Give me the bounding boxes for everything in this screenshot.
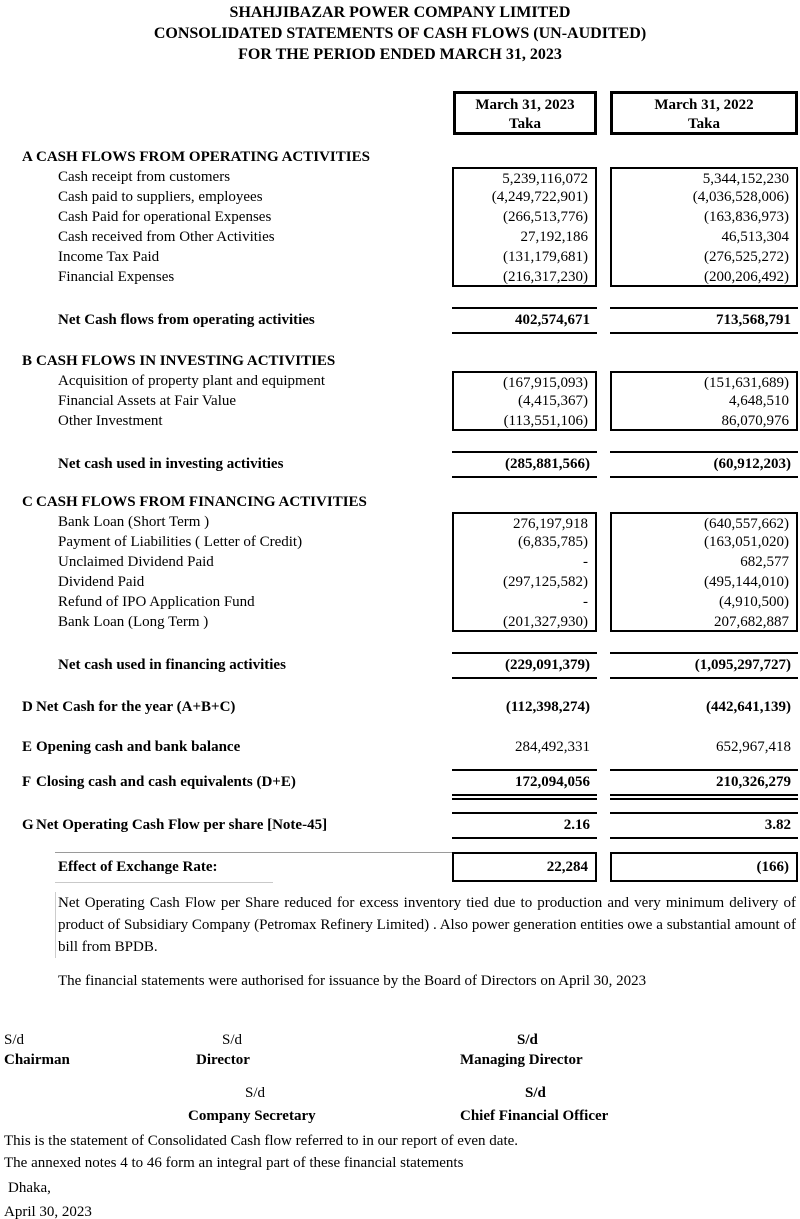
row-label: Financial Expenses	[58, 269, 175, 285]
column-header-2022	[610, 91, 798, 135]
column-gap	[597, 207, 610, 227]
section-letter: C	[22, 494, 33, 510]
section-letter: D	[22, 699, 33, 715]
column-period-2022: March 31, 2022	[654, 97, 754, 113]
exchange-rate-row	[0, 852, 800, 882]
value-2023: -	[452, 552, 597, 572]
section-a-subtotal	[0, 307, 800, 334]
section-b-heading	[0, 351, 800, 371]
value-2023: (131,179,681)	[452, 247, 597, 267]
row-label-group	[0, 769, 452, 800]
table-row	[0, 391, 800, 411]
column-period-2023: March 31, 2023	[475, 97, 575, 113]
row-label: Cash Paid for operational Expenses	[58, 209, 272, 225]
row-label: Financial Assets at Fair Value	[58, 393, 237, 409]
value-2022: (151,631,689)	[610, 371, 798, 391]
value-2022: 46,513,304	[610, 227, 798, 247]
column-gap	[597, 652, 610, 679]
subtotal-2023: (229,091,379)	[452, 652, 597, 679]
row-label: Cash paid to suppliers, employees	[58, 189, 263, 205]
row-label-group	[0, 697, 452, 717]
value-2023: (4,415,367)	[452, 391, 597, 411]
column-gap	[597, 512, 610, 532]
column-gap	[597, 267, 610, 287]
row-label: Acquisition of property plant and equipment	[58, 373, 326, 389]
value-2022: 210,326,279	[610, 769, 798, 800]
value-2023: 27,192,186	[452, 227, 597, 247]
value-2022: (4,910,500)	[610, 592, 798, 612]
value-2023: (4,249,722,901)	[452, 187, 597, 207]
note-paragraph: Net Operating Cash Flow per Share reduced for excess inventory tied due to production and very minimum delivery of product of Subsidiary Company (Petromax Refinery Limited) . Also power generation entities owe a substantial amount of bill from BPDB.	[55, 892, 796, 958]
subtotal-2023: 402,574,671	[452, 307, 597, 334]
sd-managing-director: S/d	[517, 1032, 538, 1048]
value-2023: 2.16	[452, 812, 597, 839]
footer-date: April 30, 2023	[4, 1204, 92, 1219]
row-label: Bank Loan (Long Term )	[58, 614, 209, 630]
closing-balance-row	[0, 769, 800, 800]
table-row	[0, 612, 800, 632]
value-2022: (442,641,139)	[706, 699, 791, 715]
row-label: Net Operating Cash Flow per share [Note-45]	[36, 817, 328, 833]
column-unit-2022: Taka	[688, 116, 720, 132]
exchange-rate-label: Effect of Exchange Rate:	[55, 852, 452, 882]
table-row	[0, 187, 800, 207]
value-2022: 652,967,418	[716, 739, 791, 755]
column-gap	[597, 612, 610, 632]
row-label: Refund of IPO Application Fund	[58, 594, 255, 610]
section-letter: F	[22, 774, 32, 790]
section-b-subtotal	[0, 451, 800, 478]
section-a-rows	[0, 167, 800, 287]
row-label: Other Investment	[58, 413, 163, 429]
managing-director-title: Managing Director	[460, 1052, 583, 1068]
subtotal-label: Net cash used in financing activities	[58, 657, 286, 673]
value-2022: (166)	[610, 852, 798, 882]
signature-block	[0, 1032, 800, 1130]
column-gap	[597, 371, 610, 391]
footer-notes-line: The annexed notes 4 to 46 form an integral part of these financial statements	[4, 1155, 464, 1171]
subtotal-2022: 713,568,791	[610, 307, 798, 334]
column-gap	[597, 451, 610, 478]
subtotal-2022: (60,912,203)	[610, 451, 798, 478]
row-label: Dividend Paid	[58, 574, 145, 590]
column-gap	[597, 852, 610, 882]
cash-flow-per-share-row	[0, 812, 800, 839]
column-gap	[597, 592, 610, 612]
value-2022: (163,836,973)	[610, 207, 798, 227]
table-row	[0, 267, 800, 287]
subtotal-2022: (1,095,297,727)	[610, 652, 798, 679]
value-2022: (4,036,528,006)	[610, 187, 798, 207]
section-c-heading	[0, 492, 800, 512]
row-label: Closing cash and cash equivalents (D+E)	[36, 774, 296, 790]
table-row	[0, 512, 800, 532]
net-cash-row	[0, 697, 800, 717]
sd-cfo: S/d	[525, 1085, 546, 1101]
column-gap	[597, 769, 610, 800]
value-2022: (200,206,492)	[610, 267, 798, 287]
value-2023: 284,492,331	[515, 739, 590, 755]
value-2023: (266,513,776)	[452, 207, 597, 227]
value-2023: (167,915,093)	[452, 371, 597, 391]
value-2022: 5,344,152,230	[610, 167, 798, 187]
column-gap	[597, 812, 610, 839]
section-letter: B	[22, 353, 33, 369]
column-gap	[597, 697, 610, 717]
value-2022: (495,144,010)	[610, 572, 798, 592]
value-2022: 86,070,976	[610, 411, 798, 431]
director-title: Director	[196, 1052, 250, 1068]
value-2023: 276,197,918	[452, 512, 597, 532]
row-label: Net Cash for the year (A+B+C)	[36, 699, 236, 715]
column-gap	[597, 552, 610, 572]
table-row	[0, 572, 800, 592]
table-row	[0, 227, 800, 247]
title-block	[0, 0, 800, 65]
section-letter: E	[22, 739, 33, 755]
row-label-group	[0, 737, 452, 757]
value-2022: (276,525,272)	[610, 247, 798, 267]
column-gap	[597, 411, 610, 431]
table-row	[0, 532, 800, 552]
company-name: SHAHJIBAZAR POWER COMPANY LIMITED	[229, 4, 571, 21]
subtotal-label: Net cash used in investing activities	[58, 456, 284, 472]
value-2022: 4,648,510	[610, 391, 798, 411]
table-row	[0, 592, 800, 612]
row-label: Opening cash and bank balance	[36, 739, 241, 755]
sd-director: S/d	[222, 1032, 243, 1048]
column-header-2023	[453, 91, 597, 135]
company-secretary-title: Company Secretary	[188, 1108, 316, 1124]
value-2023: 22,284	[452, 852, 597, 882]
chairman-title: Chairman	[4, 1052, 70, 1068]
value-2023: (201,327,930)	[452, 612, 597, 632]
table-row	[0, 552, 800, 572]
table-row	[0, 207, 800, 227]
table-row	[0, 371, 800, 391]
column-gap	[597, 737, 610, 757]
value-2022: 682,577	[610, 552, 798, 572]
column-gap	[597, 391, 610, 411]
row-label: Cash receipt from customers	[58, 169, 231, 185]
column-gap	[597, 187, 610, 207]
section-letter: G	[22, 817, 34, 833]
section-title: CASH FLOWS FROM OPERATING ACTIVITIES	[36, 149, 370, 165]
table-row	[0, 167, 800, 187]
row-label: Income Tax Paid	[58, 249, 160, 265]
section-title: CASH FLOWS FROM FINANCING ACTIVITIES	[36, 494, 367, 510]
subtotal-2023: (285,881,566)	[452, 451, 597, 478]
value-2023: (112,398,274)	[505, 699, 590, 715]
value-2023: 172,094,056	[452, 769, 597, 800]
row-label-group	[0, 812, 452, 839]
section-c-rows	[0, 512, 800, 632]
row-label: Bank Loan (Short Term )	[58, 514, 210, 530]
authorisation-line: The financial statements were authorised for issuance by the Board of Directors on April 30, 2023	[58, 973, 647, 989]
section-b-rows	[0, 371, 800, 431]
column-gap	[597, 532, 610, 552]
table-row	[0, 247, 800, 267]
value-2023: (216,317,230)	[452, 267, 597, 287]
section-a-heading	[0, 147, 800, 167]
period-line: FOR THE PERIOD ENDED MARCH 31, 2023	[238, 46, 562, 63]
value-2023: (113,551,106)	[452, 411, 597, 431]
statement-title: CONSOLIDATED STATEMENTS OF CASH FLOWS (UN-AUDITED)	[153, 25, 647, 42]
value-2023: (6,835,785)	[452, 532, 597, 552]
footer-place: Dhaka,	[8, 1180, 51, 1196]
section-letter: A	[22, 149, 33, 165]
value-2022: 207,682,887	[610, 612, 798, 632]
subtotal-label: Net Cash flows from operating activities	[58, 312, 315, 328]
value-2022: 3.82	[610, 812, 798, 839]
row-label: Payment of Liabilities ( Letter of Credit)	[58, 534, 303, 550]
value-2023: 5,239,116,072	[452, 167, 597, 187]
cfo-title: Chief Financial Officer	[460, 1108, 609, 1124]
footer-block	[4, 1130, 800, 1219]
value-2023: -	[452, 592, 597, 612]
row-label: Cash received from Other Activities	[58, 229, 275, 245]
column-gap	[597, 227, 610, 247]
value-2023: (297,125,582)	[452, 572, 597, 592]
section-title: CASH FLOWS IN INVESTING ACTIVITIES	[36, 353, 336, 369]
column-headers	[0, 91, 800, 135]
sd-chairman: S/d	[4, 1032, 25, 1048]
opening-balance-row	[0, 737, 800, 757]
footer-statement-line: This is the statement of Consolidated Cash flow referred to in our report of even date.	[4, 1133, 519, 1149]
column-gap	[597, 572, 610, 592]
sd-company-secretary: S/d	[245, 1085, 266, 1101]
section-c-subtotal	[0, 652, 800, 679]
column-gap	[597, 167, 610, 187]
column-unit-2023: Taka	[509, 116, 541, 132]
value-2022: (163,051,020)	[610, 532, 798, 552]
row-label: Unclaimed Dividend Paid	[58, 554, 214, 570]
value-2022: (640,557,662)	[610, 512, 798, 532]
column-gap	[597, 247, 610, 267]
table-row	[0, 411, 800, 431]
column-gap	[597, 307, 610, 334]
